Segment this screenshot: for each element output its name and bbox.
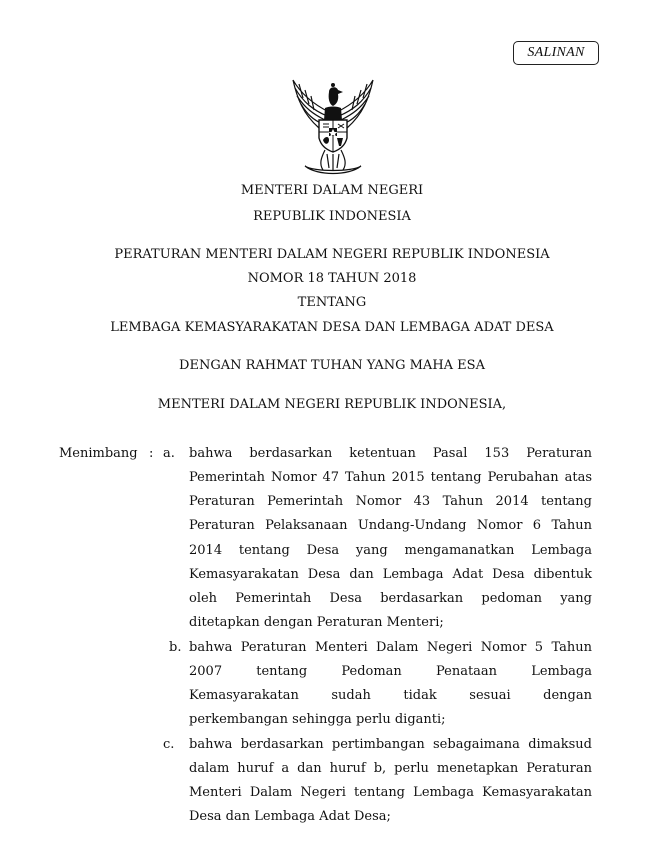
header-line-2: REPUBLIK INDONESIA	[253, 209, 411, 224]
item-c-line: Desa dan Lembaga Adat Desa;	[189, 809, 391, 824]
title-line-2: NOMOR 18 TAHUN 2018	[247, 271, 417, 286]
item-a-line: Pemerintah Nomor 47 Tahun 2015 tentang Perubahan atas	[189, 470, 592, 485]
item-letter-a: a.	[163, 446, 175, 461]
grace-phrase: DENGAN RAHMAT TUHAN YANG MAHA ESA	[179, 358, 485, 373]
header-line-1: MENTERI DALAM NEGERI	[240, 183, 424, 198]
item-a-line: ditetapkan dengan Peraturan Menteri;	[189, 615, 444, 630]
considering-colon: :	[149, 446, 154, 461]
item-a-line: Peraturan Pemerintah Nomor 43 Tahun 2014 tentang	[189, 494, 592, 509]
item-c-line: bahwa berdasarkan pertimbangan sebagaimana dimaksud	[189, 737, 592, 752]
item-a-line: bahwa berdasarkan ketentuan Pasal 153 Peraturan	[189, 446, 592, 461]
item-c-line: Menteri Dalam Negeri tentang Lembaga Kemasyarakatan	[189, 785, 592, 800]
item-a-line: 2014 tentang Desa yang mengamanatkan Lembaga	[189, 543, 592, 558]
item-letter-b: b.	[169, 640, 182, 655]
title-line-3: TENTANG	[297, 295, 367, 310]
garuda-pancasila-emblem	[283, 74, 383, 178]
item-b-line: Kemasyarakatan sudah tidak sesuai dengan	[189, 688, 592, 703]
item-a-line: oleh Pemerintah Desa berdasarkan pedoman yang	[189, 591, 592, 606]
item-a-line: Peraturan Pelaksanaan Undang-Undang Nomor 6 Tahun	[189, 518, 592, 533]
minister-heading: MENTERI DALAM NEGERI REPUBLIK INDONESIA,	[157, 397, 507, 412]
item-b-line: perkembangan sehingga perlu diganti;	[189, 712, 446, 727]
item-letter-c: c.	[163, 737, 175, 752]
title-line-4: LEMBAGA KEMASYARAKATAN DESA DAN LEMBAGA ADAT DESA	[110, 320, 554, 335]
item-b-line: 2007 tentang Pedoman Penataan Lembaga	[189, 664, 592, 679]
item-c-line: dalam huruf a dan huruf b, perlu menetapkan Peraturan	[189, 761, 592, 776]
title-line-1: PERATURAN MENTERI DALAM NEGERI REPUBLIK INDONESIA	[114, 247, 550, 262]
considering-label: Menimbang	[59, 446, 138, 461]
item-a-line: Kemasyarakatan Desa dan Lembaga Adat Desa dibentuk	[189, 567, 592, 582]
item-b-line: bahwa Peraturan Menteri Dalam Negeri Nomor 5 Tahun	[189, 640, 592, 655]
salinan-stamp: SALINAN	[513, 41, 599, 65]
